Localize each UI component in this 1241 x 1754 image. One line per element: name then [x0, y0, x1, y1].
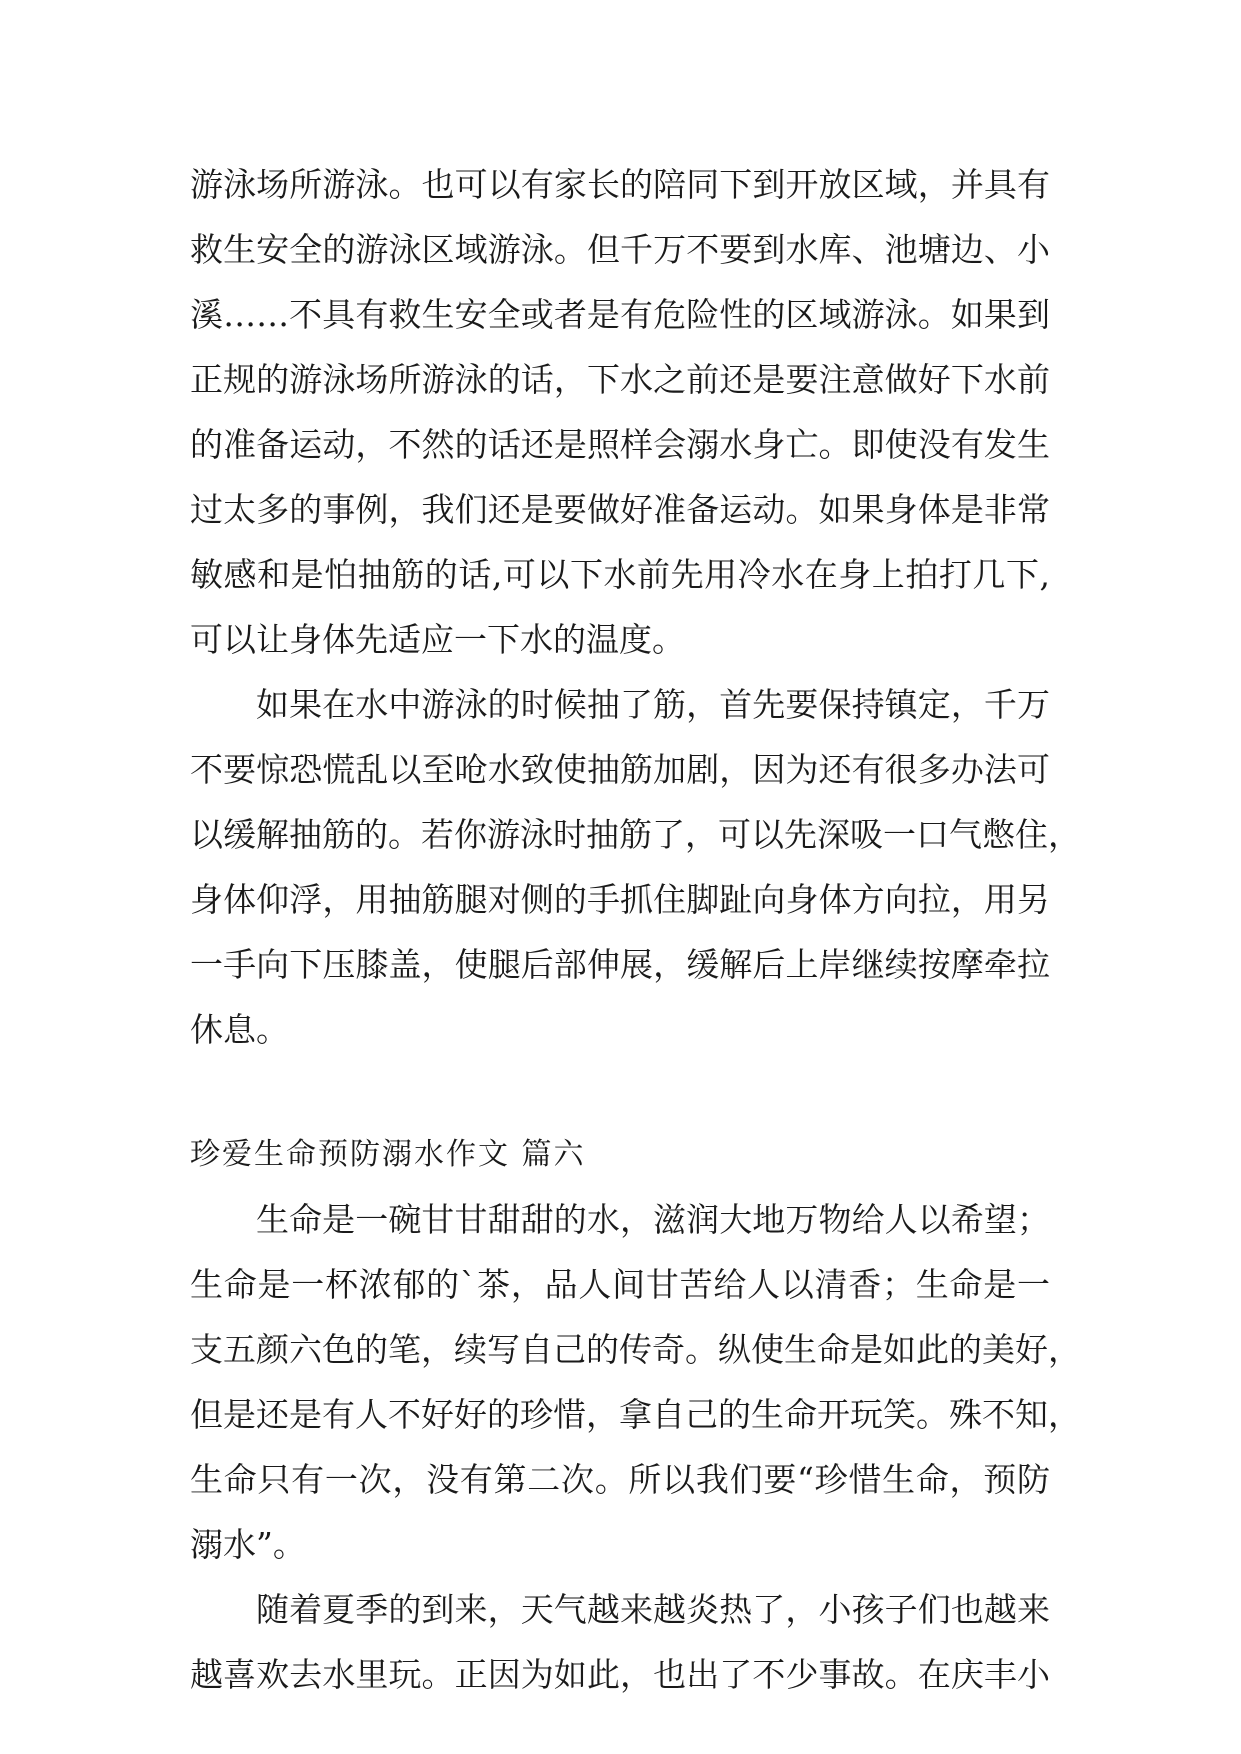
paragraph-2 [190, 672, 1081, 1062]
document-body [190, 152, 1081, 1707]
text-line: 生命是一杯浓郁的`茶，品人间甘苦给人以清香；生命是一 [190, 1265, 1050, 1304]
text-line: 过太多的事例，我们还是要做好准备运动。如果身体是非常 [190, 490, 1050, 529]
text-line: 如果在水中游泳的时候抽了筋，首先要保持镇定，千万 [256, 685, 1050, 724]
paragraph-4 [190, 1577, 1050, 1707]
text-line: 随着夏季的到来，天气越来越炎热了，小孩子们也越来 [256, 1590, 1050, 1629]
text-line: 生命是一碗甘甘甜甜的水，滋润大地万物给人以希望； [256, 1200, 1050, 1239]
text-line: 溪……不具有救生安全或者是有危险性的区域游泳。如果到 [190, 295, 1050, 334]
text-line: 溺水”。 [190, 1525, 306, 1564]
text-line: 越喜欢去水里玩。正因为如此，也出了不少事故。在庆丰小 [190, 1655, 1050, 1694]
text-line: 支五颜六色的笔，续写自己的传奇。纵使生命是如此的美好， [190, 1330, 1081, 1369]
text-line: 以缓解抽筋的。若你游泳时抽筋了，可以先深吸一口气憋住， [190, 815, 1081, 854]
section-spacer [190, 1062, 1050, 1122]
text-line: 救生安全的游泳区域游泳。但千万不要到水库、池塘边、小 [190, 230, 1050, 269]
text-line: 但是还是有人不好好的珍惜，拿自己的生命开玩笑。殊不知， [190, 1395, 1081, 1434]
text-line: 身体仰浮，用抽筋腿对侧的手抓住脚趾向身体方向拉，用另 [190, 880, 1050, 919]
section-heading: 珍爱生命预防溺水作文 篇六 [190, 1137, 586, 1172]
text-line: 正规的游泳场所游泳的话，下水之前还是要注意做好下水前 [190, 360, 1050, 399]
text-line: 不要惊恐慌乱以至呛水致使抽筋加剧，因为还有很多办法可 [190, 750, 1050, 789]
paragraph-3 [190, 1187, 1081, 1577]
text-line: 生命只有一次，没有第二次。所以我们要“珍惜生命，预防 [190, 1460, 1050, 1499]
text-line: 敏感和是怕抽筋的话,可以下水前先用冷水在身上拍打几下, [190, 555, 1050, 594]
text-line: 游泳场所游泳。也可以有家长的陪同下到开放区域，并具有 [190, 165, 1050, 204]
text-line: 的准备运动，不然的话还是照样会溺水身亡。即使没有发生 [190, 425, 1050, 464]
text-line: 一手向下压膝盖，使腿后部伸展，缓解后上岸继续按摩牵拉 [190, 945, 1050, 984]
text-line: 休息。 [190, 1010, 289, 1049]
paragraph-1 [190, 152, 1050, 672]
text-line: 可以让身体先适应一下水的温度。 [190, 620, 685, 659]
